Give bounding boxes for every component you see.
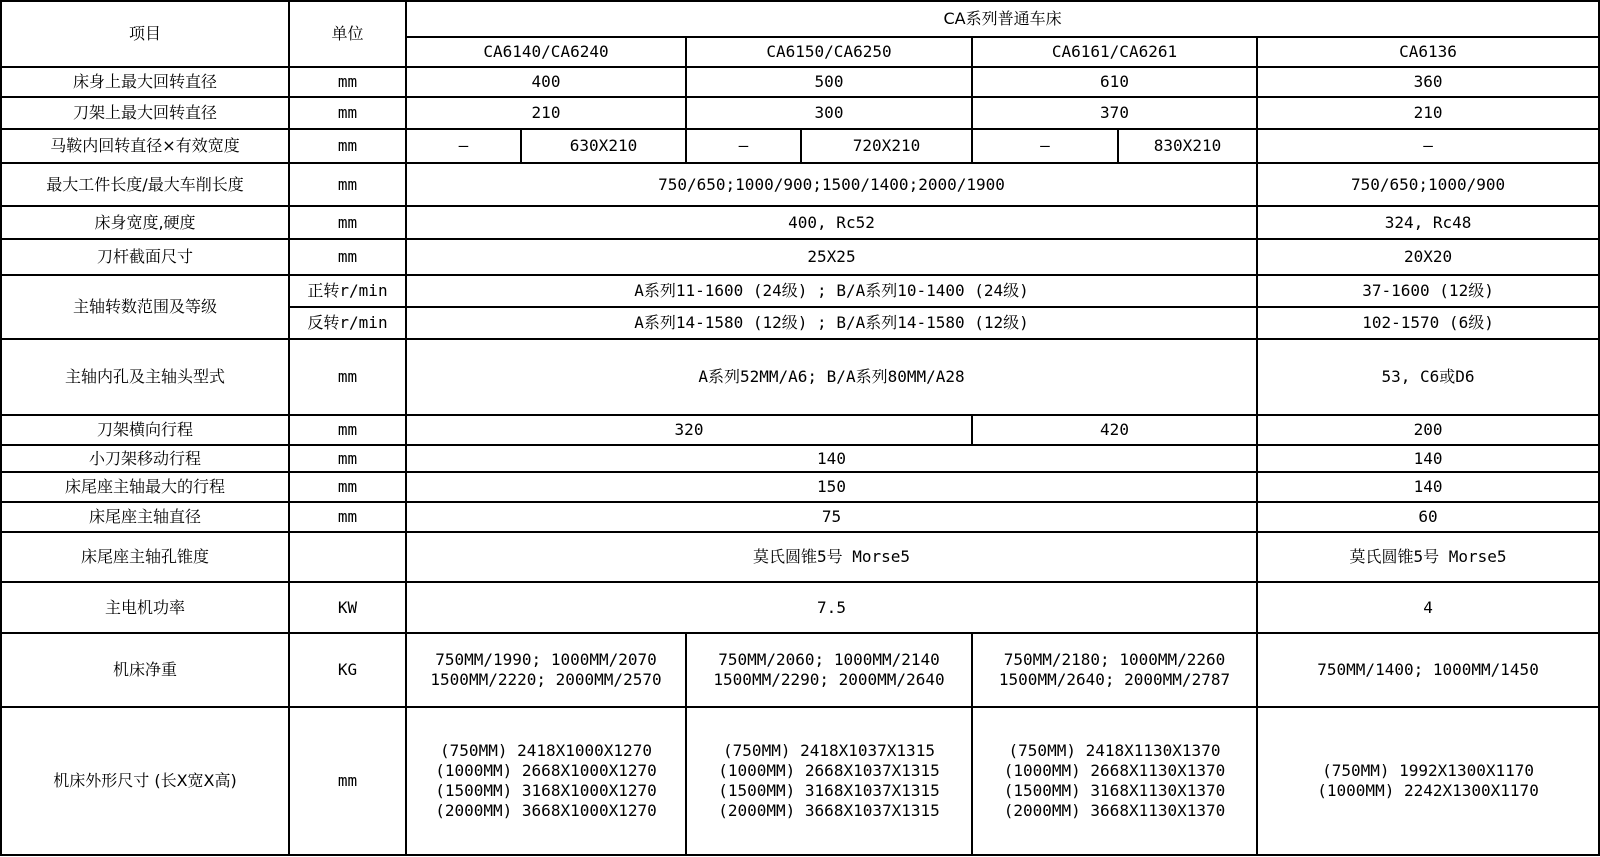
- cell-value: 25X25: [406, 239, 1257, 275]
- cell-value: [972, 633, 1257, 707]
- cell-value: 150: [406, 472, 1257, 502]
- row-unit: mm: [289, 97, 406, 129]
- row-unit: mm: [289, 129, 406, 163]
- cell-value: 630X210: [521, 129, 686, 163]
- table-row: [1, 275, 1599, 307]
- cell-value: 360: [1257, 67, 1599, 97]
- cell-line: 1500MM/2220; 2000MM/2570: [430, 670, 662, 689]
- cell-value: 210: [1257, 97, 1599, 129]
- cell-value: [686, 633, 972, 707]
- table-row: [1, 472, 1599, 502]
- cell-line: 750MM/2060; 1000MM/2140: [718, 650, 940, 669]
- cell-line: (750MM) 2418X1037X1315: [723, 741, 935, 760]
- cell-line: (1000MM) 2668X1037X1315: [718, 761, 940, 780]
- cell-value: [972, 707, 1257, 855]
- cell-value: 140: [406, 445, 1257, 472]
- row-unit: mm: [289, 239, 406, 275]
- table-row: [1, 339, 1599, 415]
- header-model: CA6150/CA6250: [686, 37, 972, 67]
- cell-line: 750MM/1990; 1000MM/2070: [435, 650, 657, 669]
- cell-value: A系列52MM/A6; B/A系列80MM/A28: [406, 339, 1257, 415]
- table-row: [1, 97, 1599, 129]
- cell-line: (750MM) 2418X1000X1270: [440, 741, 652, 760]
- cell-value: [406, 707, 686, 855]
- table-row: [1, 502, 1599, 532]
- cell-value: 140: [1257, 445, 1599, 472]
- row-unit: 反转r/min: [289, 307, 406, 339]
- row-unit: mm: [289, 163, 406, 206]
- row-label: 床尾座主轴孔锥度: [1, 532, 289, 582]
- row-label: 床尾座主轴直径: [1, 502, 289, 532]
- cell-value: A系列11-1600 (24级) ; B/A系列10-1400 (24级): [406, 275, 1257, 307]
- table-row: [1, 239, 1599, 275]
- cell-line: (1000MM) 2668X1130X1370: [1003, 761, 1226, 780]
- row-label: 刀杆截面尺寸: [1, 239, 289, 275]
- row-unit: mm: [289, 339, 406, 415]
- cell-value: 400, Rc52: [406, 206, 1257, 239]
- cell-value: 20X20: [1257, 239, 1599, 275]
- row-label: 床尾座主轴最大的行程: [1, 472, 289, 502]
- row-unit: mm: [289, 445, 406, 472]
- header-series: CA系列普通车床: [406, 1, 1599, 37]
- cell-line: 1500MM/2640; 2000MM/2787: [998, 670, 1231, 689]
- row-unit: mm: [289, 472, 406, 502]
- cell-value: 莫氏圆锥5号 Morse5: [406, 532, 1257, 582]
- cell-line: (1500MM) 3168X1037X1315: [718, 781, 940, 800]
- row-label: 主电机功率: [1, 582, 289, 633]
- cell-line: (750MM) 1992X1300X1170: [1322, 761, 1534, 780]
- cell-value: 750MM/1400; 1000MM/1450: [1257, 633, 1599, 707]
- table-row: [1, 532, 1599, 582]
- cell-value: 320: [406, 415, 972, 445]
- table-row: [1, 129, 1599, 163]
- cell-value: 140: [1257, 472, 1599, 502]
- cell-value: [686, 707, 972, 855]
- table-row: [1, 163, 1599, 206]
- cell-value: [1257, 707, 1599, 855]
- table-row: [1, 582, 1599, 633]
- cell-value: 830X210: [1118, 129, 1257, 163]
- row-label: 刀架横向行程: [1, 415, 289, 445]
- header-model: CA6161/CA6261: [972, 37, 1257, 67]
- header-item: 项目: [1, 1, 289, 67]
- cell-value: —: [406, 129, 521, 163]
- cell-line: (750MM) 2418X1130X1370: [1008, 741, 1221, 760]
- cell-value: 370: [972, 97, 1257, 129]
- row-unit: mm: [289, 502, 406, 532]
- row-unit: mm: [289, 415, 406, 445]
- cell-value: —: [686, 129, 801, 163]
- table-row: [1, 633, 1599, 707]
- row-label: 主轴内孔及主轴头型式: [1, 339, 289, 415]
- cell-line: (1000MM) 2668X1000X1270: [435, 761, 657, 780]
- row-unit: mm: [289, 707, 406, 855]
- row-label: 床身上最大回转直径: [1, 67, 289, 97]
- row-unit: [289, 532, 406, 582]
- cell-value: 37-1600 (12级): [1257, 275, 1599, 307]
- cell-line: (2000MM) 3668X1130X1370: [1003, 801, 1226, 820]
- row-label: 刀架上最大回转直径: [1, 97, 289, 129]
- cell-value: 750/650;1000/900: [1257, 163, 1599, 206]
- cell-value: 莫氏圆锥5号 Morse5: [1257, 532, 1599, 582]
- row-label: 床身宽度,硬度: [1, 206, 289, 239]
- table-row: [1, 67, 1599, 97]
- cell-value: 500: [686, 67, 972, 97]
- cell-value: 60: [1257, 502, 1599, 532]
- header-model: CA6136: [1257, 37, 1599, 67]
- cell-value: A系列14-1580 (12级) ; B/A系列14-1580 (12级): [406, 307, 1257, 339]
- header-unit: 单位: [289, 1, 406, 67]
- cell-value: 750/650;1000/900;1500/1400;2000/1900: [406, 163, 1257, 206]
- row-label: 小刀架移动行程: [1, 445, 289, 472]
- cell-value: 400: [406, 67, 686, 97]
- table-row: [1, 206, 1599, 239]
- cell-value: 300: [686, 97, 972, 129]
- cell-value: [406, 633, 686, 707]
- header-row-1: [1, 1, 1599, 37]
- cell-value: 210: [406, 97, 686, 129]
- row-label: 机床净重: [1, 633, 289, 707]
- cell-line: (1000MM) 2242X1300X1170: [1317, 781, 1539, 800]
- table-row: [1, 445, 1599, 472]
- table-row: [1, 707, 1599, 855]
- cell-value: 4: [1257, 582, 1599, 633]
- row-label: 最大工件长度/最大车削长度: [1, 163, 289, 206]
- row-label: 机床外形尺寸 (长X宽X高): [1, 707, 289, 855]
- cell-value: —: [1257, 129, 1599, 163]
- cell-value: 610: [972, 67, 1257, 97]
- row-unit: KW: [289, 582, 406, 633]
- header-model: CA6140/CA6240: [406, 37, 686, 67]
- row-unit: KG: [289, 633, 406, 707]
- cell-line: (2000MM) 3668X1000X1270: [435, 801, 657, 820]
- cell-value: 53, C6或D6: [1257, 339, 1599, 415]
- row-unit: mm: [289, 206, 406, 239]
- cell-line: 750MM/2180; 1000MM/2260: [1003, 650, 1226, 669]
- row-unit: 正转r/min: [289, 275, 406, 307]
- row-unit: mm: [289, 67, 406, 97]
- row-label: 马鞍内回转直径×有效宽度: [1, 129, 289, 163]
- cell-value: 200: [1257, 415, 1599, 445]
- cell-value: 75: [406, 502, 1257, 532]
- cell-value: 420: [972, 415, 1257, 445]
- cell-value: 720X210: [801, 129, 972, 163]
- row-label: 主轴转数范围及等级: [1, 275, 289, 339]
- cell-line: (2000MM) 3668X1037X1315: [718, 801, 940, 820]
- cell-value: 7.5: [406, 582, 1257, 633]
- cell-value: 324, Rc48: [1257, 206, 1599, 239]
- cell-value: 102-1570 (6级): [1257, 307, 1599, 339]
- cell-line: (1500MM) 3168X1000X1270: [435, 781, 657, 800]
- table-row: [1, 415, 1599, 445]
- cell-line: 1500MM/2290; 2000MM/2640: [713, 670, 945, 689]
- cell-value: —: [972, 129, 1118, 163]
- cell-line: (1500MM) 3168X1130X1370: [1003, 781, 1226, 800]
